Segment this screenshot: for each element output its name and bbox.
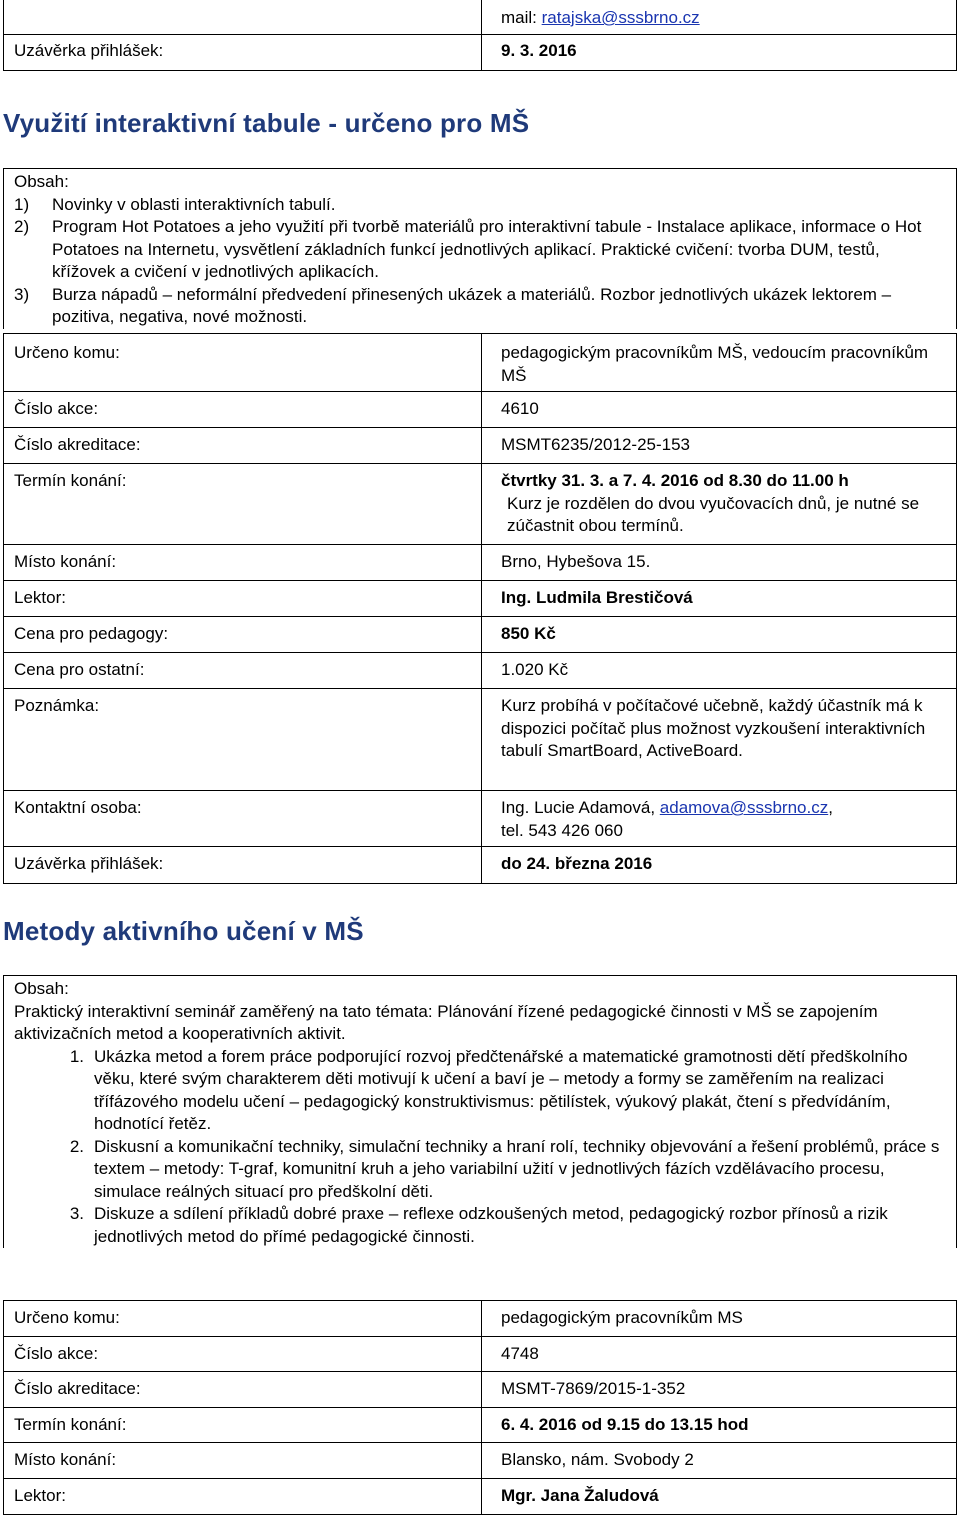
termin-label: Termín konání: bbox=[4, 1408, 482, 1443]
mail-cell bbox=[482, 0, 957, 35]
termin-cell bbox=[482, 464, 957, 545]
deadline-value: 9. 3. 2016 bbox=[482, 35, 957, 71]
kontakt-comma: , bbox=[828, 798, 833, 817]
akreditace-label: Číslo akreditace: bbox=[4, 428, 482, 464]
item-number: 3. bbox=[69, 1204, 84, 1223]
item-text: Diskuze a sdílení příkladů dobré praxe – reflexe odzkoušených metod, pedagogický rozbor přínosů a rizik jednotlivých metod do přímé pedagogické činnosti. bbox=[94, 1204, 888, 1246]
poznamka-label: Poznámka: bbox=[4, 689, 482, 791]
kontakt-cell bbox=[482, 791, 957, 847]
uzaverka-label: Uzávěrka přihlášek: bbox=[4, 847, 482, 884]
empty-cell bbox=[4, 0, 482, 35]
course2-item bbox=[14, 1046, 946, 1136]
cislo-akce-value: 4748 bbox=[482, 1337, 957, 1372]
misto-label: Místo konání: bbox=[4, 545, 482, 581]
course2-item bbox=[14, 1203, 946, 1248]
course2-obsah-label: Obsah: bbox=[14, 979, 69, 998]
urceno-value: pedagogickým pracovníkům MS bbox=[482, 1301, 957, 1337]
misto-value: Brno, Hybešova 15. bbox=[482, 545, 957, 581]
kontakt-email-link[interactable]: adamova@sssbrno.cz bbox=[659, 798, 829, 817]
mail-label: mail: bbox=[501, 8, 537, 27]
cislo-akce-label: Číslo akce: bbox=[4, 392, 482, 428]
course1-obsah-label: Obsah: bbox=[14, 172, 69, 191]
course1-item bbox=[14, 216, 946, 284]
item-text: Diskusní a komunikační techniky, simulační techniky a hraní rolí, techniky objevování a řešení problémů, práce s textem – metody: T-graf, komunitní kruh a jeho variabilní užití v jednotlivých fázích vzdělávacího procesu, simulace reálných situací pro předškolní děti. bbox=[94, 1136, 940, 1201]
lektor-label: Lektor: bbox=[4, 581, 482, 617]
akreditace-value: MSMT6235/2012-25-153 bbox=[482, 428, 957, 464]
cena-ost-label: Cena pro ostatní: bbox=[4, 653, 482, 689]
item-text: Program Hot Potatoes a jeho využití při tvorbě materiálů pro interaktivní tabule - Instalace aplikace, informace o Hot Potatoes na Internetu, vysvětlení základních funkcí jednotlivých aplikací. Praktické cvičení: tvorba DUM, testů, křížovek a cvičení v jednotlivých aplikacích. bbox=[52, 217, 922, 281]
akreditace-label: Číslo akreditace: bbox=[4, 1372, 482, 1408]
cena-ped-value: 850 Kč bbox=[482, 617, 957, 653]
cislo-akce-value: 4610 bbox=[482, 392, 957, 428]
course2-item bbox=[14, 1136, 946, 1204]
cena-ost-value: 1.020 Kč bbox=[482, 653, 957, 689]
termin-value: čtvrtky 31. 3. a 7. 4. 2016 od 8.30 do 11.00 h bbox=[501, 471, 849, 490]
top-info-table bbox=[3, 0, 957, 71]
item-text: Novinky v oblasti interaktivních tabulí. bbox=[52, 194, 336, 214]
deadline-label: Uzávěrka přihlášek: bbox=[4, 35, 482, 71]
course1-item bbox=[14, 194, 946, 217]
item-text: Burza nápadů – neformální předvedení přinesených ukázek a materiálů. Rozbor jednotlivých ukázek lektorem – pozitiva, negativa, nové možnosti. bbox=[52, 284, 892, 326]
course1-details-table bbox=[3, 333, 957, 884]
kontakt-name: Ing. Lucie Adamová, bbox=[501, 798, 656, 817]
item-number: 1) bbox=[14, 194, 30, 214]
item-number: 1. bbox=[69, 1046, 84, 1066]
lektor-value: Ing. Ludmila Brestičová bbox=[482, 581, 957, 617]
cislo-akce-label: Číslo akce: bbox=[4, 1337, 482, 1372]
termin-label: Termín konání: bbox=[4, 464, 482, 545]
akreditace-value: MSMT-7869/2015-1-352 bbox=[482, 1372, 957, 1408]
course1-content-box bbox=[3, 168, 957, 329]
kontakt-label: Kontaktní osoba: bbox=[4, 791, 482, 847]
uzaverka-value: do 24. března 2016 bbox=[482, 847, 957, 884]
course2-details-table bbox=[3, 1300, 957, 1515]
urceno-value: pedagogickým pracovníkům MŠ, vedoucím pracovníkům MŠ bbox=[482, 334, 957, 392]
item-number: 2. bbox=[69, 1136, 84, 1156]
poznamka-value: Kurz probíhá v počítačové učebně, každý účastník má k dispozici počítač plus možnost vyzkoušení interaktivních tabulí SmartBoard, ActiveBoard. bbox=[482, 689, 957, 791]
lektor-label: Lektor: bbox=[4, 1479, 482, 1515]
item-number: 3) bbox=[14, 284, 30, 304]
mail-link[interactable]: ratajska@sssbrno.cz bbox=[541, 8, 700, 27]
course2-content-box bbox=[3, 975, 957, 1248]
urceno-label: Určeno komu: bbox=[4, 1301, 482, 1337]
urceno-label: Určeno komu: bbox=[4, 334, 482, 392]
kontakt-tel: tel. 543 426 060 bbox=[501, 820, 623, 840]
cena-ped-label: Cena pro pedagogy: bbox=[4, 617, 482, 653]
course1-item bbox=[14, 284, 946, 329]
course1-title: Využití interaktivní tabule - určeno pro MŠ bbox=[3, 108, 530, 138]
item-text: Ukázka metod a forem práce podporující rozvoj předčtenářské a matematické gramotnosti dětí předškolního věku, které svým charakterem děti motivují k učení a baví je – metody a formy se zaměřením na realizaci třífázového modelu učení – pedagogický konstruktivismus: pětilístek, výukový plakát, čtení s předvídáním, hodnotící řetěz. bbox=[94, 1046, 908, 1133]
termin-note: Kurz je rozdělen do dvou vyučovacích dnů, je nutné se zúčastnit obou termínů. bbox=[507, 493, 920, 535]
course2-intro: Praktický interaktivní seminář zaměřený na tato témata: Plánování řízené pedagogické činnosti v MŠ se zapojením aktivizačních metod a kooperativních aktivit. bbox=[14, 1001, 878, 1043]
item-number: 2) bbox=[14, 217, 30, 236]
course2-title: Metody aktivního učení v MŠ bbox=[3, 916, 364, 946]
termin-value: 6. 4. 2016 od 9.15 do 13.15 hod bbox=[482, 1408, 957, 1443]
misto-label: Místo konání: bbox=[4, 1443, 482, 1479]
lektor-value: Mgr. Jana Žaludová bbox=[482, 1479, 957, 1515]
misto-value: Blansko, nám. Svobody 2 bbox=[482, 1443, 957, 1479]
